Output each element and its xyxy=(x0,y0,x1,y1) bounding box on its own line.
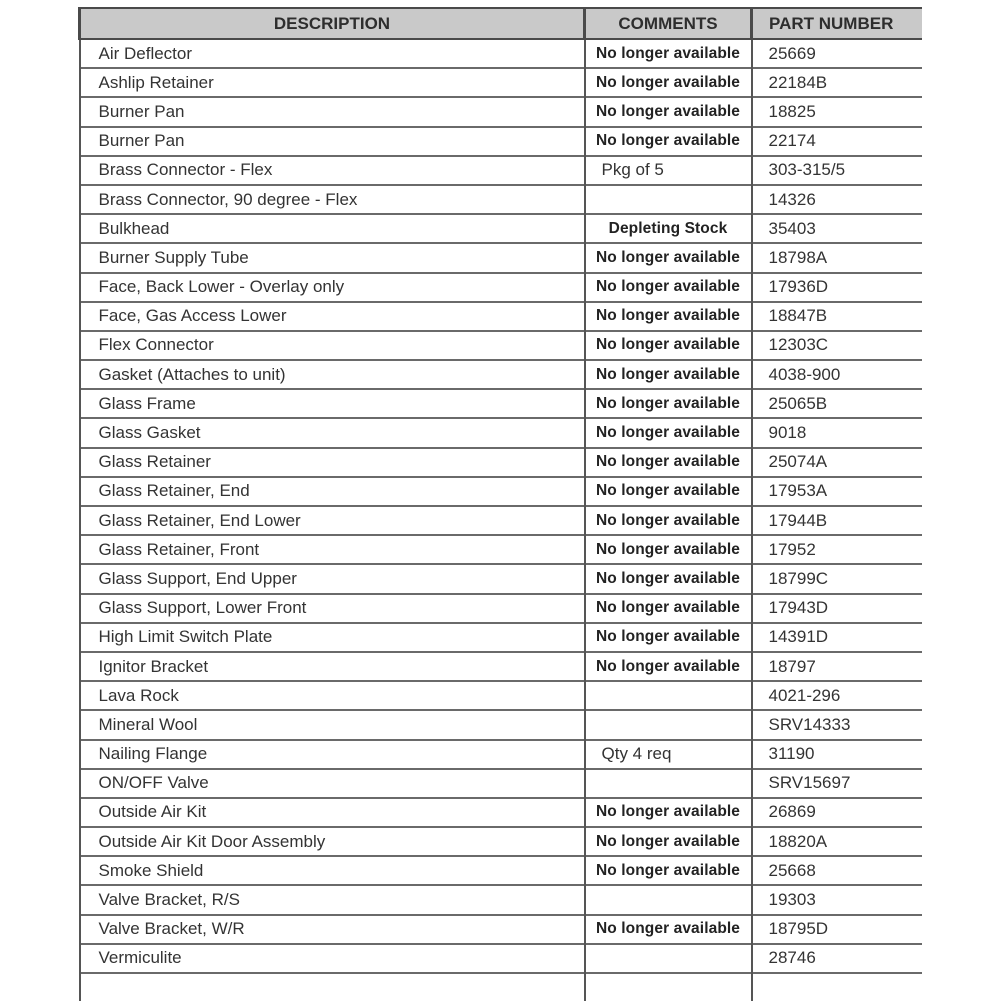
cell-comment: No longer available xyxy=(585,535,752,564)
table-row xyxy=(80,740,922,769)
cell-description: Gasket (Attaches to unit) xyxy=(80,360,585,389)
cell-description: Burner Pan xyxy=(80,97,585,126)
cell-part-number: 26869 xyxy=(752,798,922,827)
table-row xyxy=(80,273,922,302)
cell-part-number: 17936D xyxy=(752,273,922,302)
table-row xyxy=(80,360,922,389)
cell-description: Face, Gas Access Lower xyxy=(80,302,585,331)
cell-part-number: 18795D xyxy=(752,915,922,944)
cell-description: Flex Connector xyxy=(80,331,585,360)
cell-part-number: 14391D xyxy=(752,623,922,652)
cell-comment: No longer available xyxy=(585,506,752,535)
cell-part-number: 303-315/5 xyxy=(752,156,922,185)
cell-comment: No longer available xyxy=(585,302,752,331)
cell-description: Mineral Wool xyxy=(80,710,585,739)
header-part-number: PART NUMBER xyxy=(752,8,922,39)
cell-part-number: 4038-900 xyxy=(752,360,922,389)
table-row xyxy=(80,915,922,944)
cell-comment xyxy=(585,185,752,214)
cell-description: Smoke Shield xyxy=(80,856,585,885)
table-row xyxy=(80,856,922,885)
cell-part-number: SRV14333 xyxy=(752,710,922,739)
table-row xyxy=(80,214,922,243)
cell-part-number: 25668 xyxy=(752,856,922,885)
cell-part-number: 18820A xyxy=(752,827,922,856)
table-row xyxy=(80,973,922,1001)
header-description: DESCRIPTION xyxy=(80,8,585,39)
cell-description: Vermiculite xyxy=(80,944,585,973)
table-row xyxy=(80,97,922,126)
cell-part-number: 17943D xyxy=(752,594,922,623)
cell-description: Brass Connector - Flex xyxy=(80,156,585,185)
table-row xyxy=(80,68,922,97)
table-row xyxy=(80,535,922,564)
parts-table xyxy=(78,7,922,1001)
cell-comment: No longer available xyxy=(585,243,752,272)
cell-comment: No longer available xyxy=(585,623,752,652)
header-comments: COMMENTS xyxy=(585,8,752,39)
table-row xyxy=(80,506,922,535)
table-header-row xyxy=(80,8,922,39)
table-row xyxy=(80,39,922,68)
cell-description: Ashlip Retainer xyxy=(80,68,585,97)
cell-comment: No longer available xyxy=(585,127,752,156)
cell-description xyxy=(80,973,585,1001)
cell-description: Air Deflector xyxy=(80,39,585,68)
table-body xyxy=(80,39,922,1001)
cell-description: ON/OFF Valve xyxy=(80,769,585,798)
table-row xyxy=(80,477,922,506)
cell-part-number: 9018 xyxy=(752,418,922,447)
cell-comment xyxy=(585,973,752,1001)
cell-description: Bulkhead xyxy=(80,214,585,243)
cell-comment: No longer available xyxy=(585,827,752,856)
cell-description: Lava Rock xyxy=(80,681,585,710)
cell-comment: No longer available xyxy=(585,389,752,418)
cell-comment: No longer available xyxy=(585,594,752,623)
cell-description: Outside Air Kit Door Assembly xyxy=(80,827,585,856)
cell-part-number: 22174 xyxy=(752,127,922,156)
table-row xyxy=(80,594,922,623)
table-row xyxy=(80,302,922,331)
table-row xyxy=(80,418,922,447)
table-row xyxy=(80,127,922,156)
cell-part-number: 4021-296 xyxy=(752,681,922,710)
cell-part-number: 18799C xyxy=(752,564,922,593)
cell-description: Valve Bracket, R/S xyxy=(80,885,585,914)
cell-comment: No longer available xyxy=(585,564,752,593)
table-row xyxy=(80,623,922,652)
cell-comment: No longer available xyxy=(585,331,752,360)
table-row xyxy=(80,827,922,856)
cell-part-number: 19303 xyxy=(752,885,922,914)
table-row xyxy=(80,448,922,477)
cell-part-number: SRV15697 xyxy=(752,769,922,798)
cell-comment: Pkg of 5 xyxy=(585,156,752,185)
table-row xyxy=(80,185,922,214)
cell-comment: Depleting Stock xyxy=(585,214,752,243)
table-row xyxy=(80,564,922,593)
cell-description: Burner Pan xyxy=(80,127,585,156)
table-row xyxy=(80,652,922,681)
cell-description: Burner Supply Tube xyxy=(80,243,585,272)
cell-description: Glass Frame xyxy=(80,389,585,418)
cell-part-number: 25669 xyxy=(752,39,922,68)
cell-part-number: 25074A xyxy=(752,448,922,477)
cell-comment xyxy=(585,681,752,710)
cell-part-number: 35403 xyxy=(752,214,922,243)
table-row xyxy=(80,798,922,827)
cell-description: Nailing Flange xyxy=(80,740,585,769)
table-row xyxy=(80,769,922,798)
table-row xyxy=(80,331,922,360)
cell-comment xyxy=(585,769,752,798)
cell-description: High Limit Switch Plate xyxy=(80,623,585,652)
cell-description: Face, Back Lower - Overlay only xyxy=(80,273,585,302)
cell-part-number: 14326 xyxy=(752,185,922,214)
cell-description: Outside Air Kit xyxy=(80,798,585,827)
table-row xyxy=(80,243,922,272)
table-row xyxy=(80,389,922,418)
cell-part-number: 25065B xyxy=(752,389,922,418)
cell-comment: No longer available xyxy=(585,652,752,681)
cell-comment: No longer available xyxy=(585,418,752,447)
table-row xyxy=(80,885,922,914)
cell-description: Glass Retainer, Front xyxy=(80,535,585,564)
cell-comment: No longer available xyxy=(585,273,752,302)
table-row xyxy=(80,681,922,710)
cell-part-number xyxy=(752,973,922,1001)
table-row xyxy=(80,944,922,973)
cell-part-number: 18847B xyxy=(752,302,922,331)
cell-comment: No longer available xyxy=(585,856,752,885)
cell-part-number: 18825 xyxy=(752,97,922,126)
cell-comment: No longer available xyxy=(585,39,752,68)
cell-part-number: 31190 xyxy=(752,740,922,769)
cell-comment: Qty 4 req xyxy=(585,740,752,769)
cell-description: Valve Bracket, W/R xyxy=(80,915,585,944)
cell-comment: No longer available xyxy=(585,448,752,477)
cell-description: Glass Support, Lower Front xyxy=(80,594,585,623)
cell-description: Glass Retainer xyxy=(80,448,585,477)
cell-comment xyxy=(585,885,752,914)
cell-comment: No longer available xyxy=(585,68,752,97)
cell-description: Glass Support, End Upper xyxy=(80,564,585,593)
cell-description: Brass Connector, 90 degree - Flex xyxy=(80,185,585,214)
cell-part-number: 17953A xyxy=(752,477,922,506)
cell-part-number: 18798A xyxy=(752,243,922,272)
cell-part-number: 18797 xyxy=(752,652,922,681)
cell-part-number: 28746 xyxy=(752,944,922,973)
cell-part-number: 17952 xyxy=(752,535,922,564)
cell-comment: No longer available xyxy=(585,360,752,389)
cell-part-number: 22184B xyxy=(752,68,922,97)
cell-description: Glass Retainer, End Lower xyxy=(80,506,585,535)
cell-part-number: 12303C xyxy=(752,331,922,360)
table-row xyxy=(80,710,922,739)
cell-comment: No longer available xyxy=(585,97,752,126)
cell-description: Glass Retainer, End xyxy=(80,477,585,506)
cell-comment xyxy=(585,944,752,973)
cell-comment: No longer available xyxy=(585,798,752,827)
cell-comment: No longer available xyxy=(585,915,752,944)
cell-comment xyxy=(585,710,752,739)
cell-part-number: 17944B xyxy=(752,506,922,535)
cell-comment: No longer available xyxy=(585,477,752,506)
table-row xyxy=(80,156,922,185)
cell-description: Ignitor Bracket xyxy=(80,652,585,681)
cell-description: Glass Gasket xyxy=(80,418,585,447)
